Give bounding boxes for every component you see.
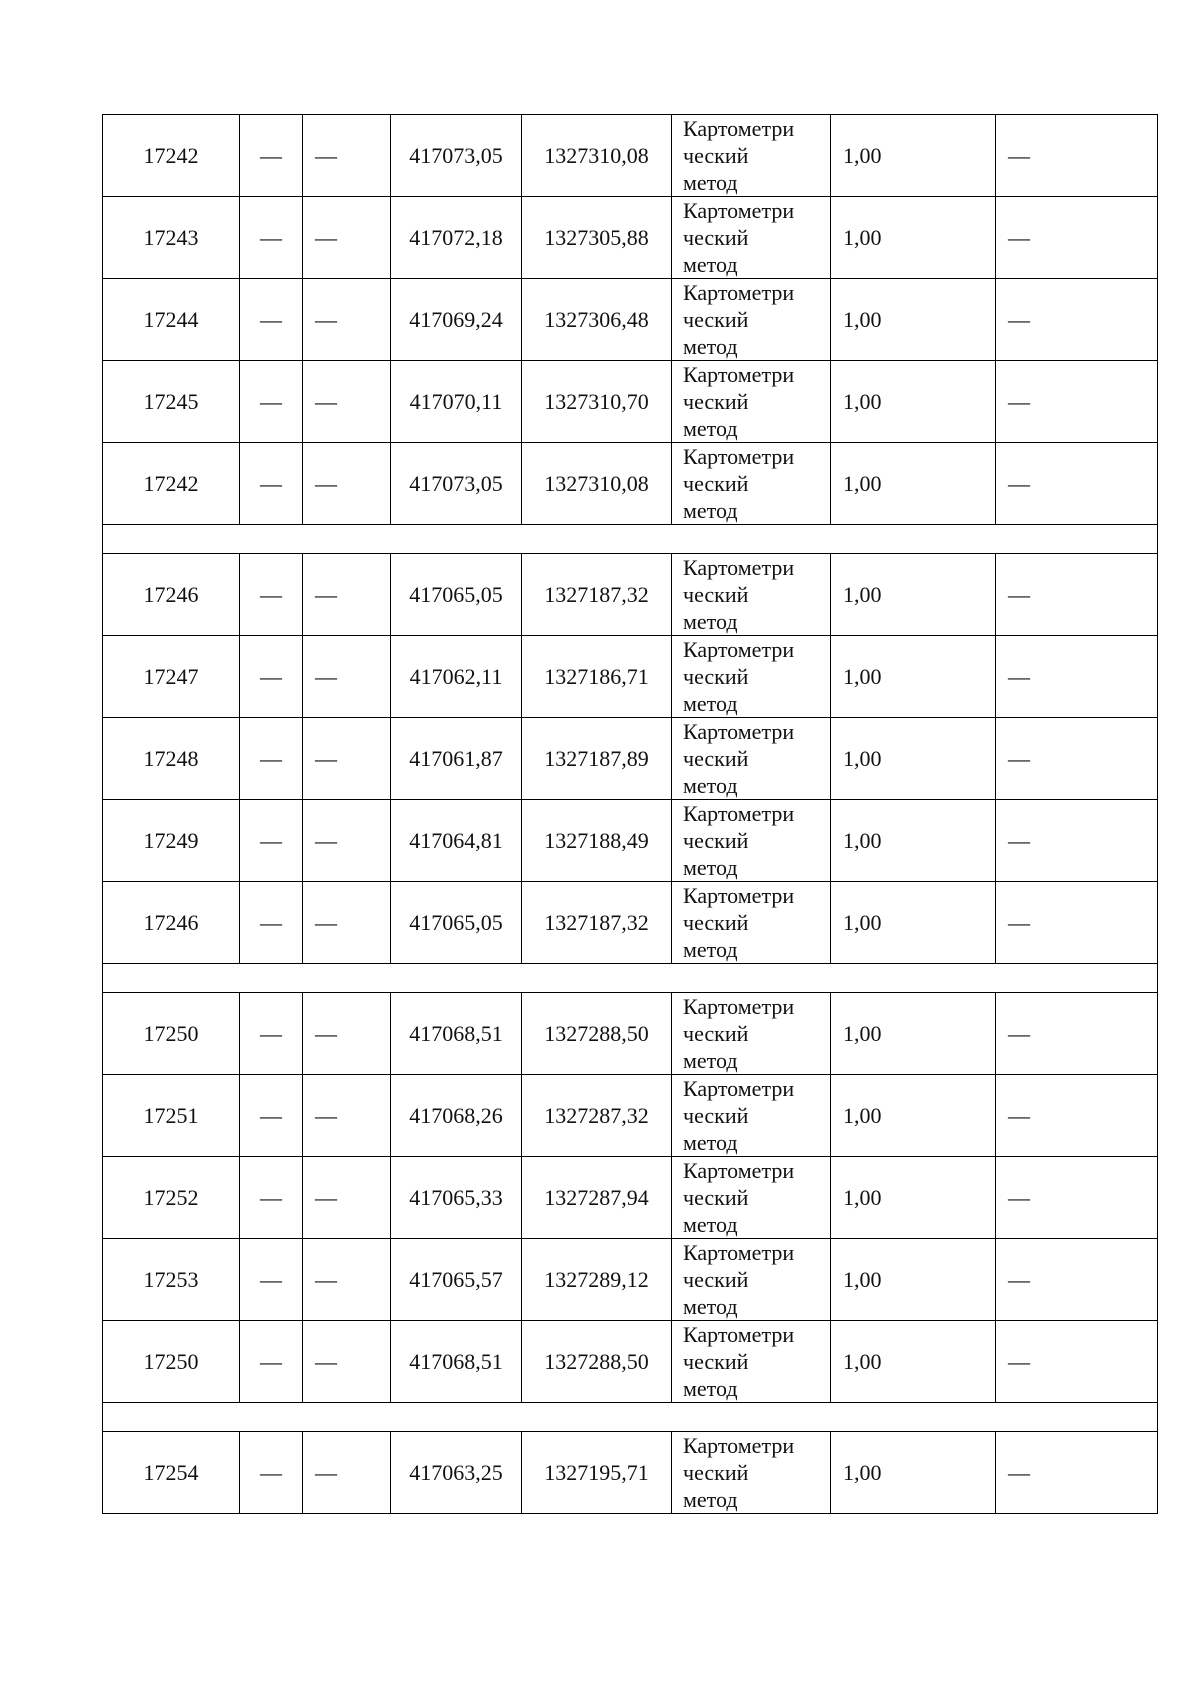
group-separator-row (103, 1403, 1158, 1432)
method-cell: Картометри ческий метод (672, 554, 831, 636)
accuracy-cell: 1,00 (831, 1432, 996, 1514)
empty-value-cell: — (303, 443, 391, 525)
table-body (103, 115, 1158, 1514)
empty-value-cell: — (303, 197, 391, 279)
note-cell: — (996, 115, 1158, 197)
empty-value-cell: — (303, 361, 391, 443)
table-row (103, 636, 1158, 718)
x-coordinate-cell: 417061,87 (391, 718, 522, 800)
y-coordinate-cell: 1327186,71 (522, 636, 672, 718)
y-coordinate-cell: 1327305,88 (522, 197, 672, 279)
accuracy-cell: 1,00 (831, 197, 996, 279)
table-row (103, 443, 1158, 525)
note-cell: — (996, 361, 1158, 443)
note-cell: — (996, 718, 1158, 800)
y-coordinate-cell: 1327287,32 (522, 1075, 672, 1157)
table-row (103, 1239, 1158, 1321)
note-cell: — (996, 636, 1158, 718)
empty-value-cell: — (240, 554, 303, 636)
method-cell: Картометри ческий метод (672, 197, 831, 279)
empty-value-cell: — (240, 443, 303, 525)
empty-value-cell: — (303, 1239, 391, 1321)
empty-value-cell: — (240, 1157, 303, 1239)
point-number-cell: 17242 (103, 443, 240, 525)
method-cell: Картометри ческий метод (672, 279, 831, 361)
table-row (103, 361, 1158, 443)
point-number-cell: 17254 (103, 1432, 240, 1514)
table-row (103, 1075, 1158, 1157)
method-cell: Картометри ческий метод (672, 800, 831, 882)
note-cell: — (996, 279, 1158, 361)
method-cell: Картометри ческий метод (672, 1075, 831, 1157)
empty-value-cell: — (303, 718, 391, 800)
accuracy-cell: 1,00 (831, 1075, 996, 1157)
x-coordinate-cell: 417073,05 (391, 115, 522, 197)
note-cell: — (996, 1239, 1158, 1321)
table-row (103, 1321, 1158, 1403)
empty-value-cell: — (240, 361, 303, 443)
accuracy-cell: 1,00 (831, 718, 996, 800)
note-cell: — (996, 800, 1158, 882)
table-row (103, 279, 1158, 361)
point-number-cell: 17248 (103, 718, 240, 800)
note-cell: — (996, 443, 1158, 525)
accuracy-cell: 1,00 (831, 279, 996, 361)
x-coordinate-cell: 417069,24 (391, 279, 522, 361)
empty-value-cell: — (303, 993, 391, 1075)
y-coordinate-cell: 1327310,70 (522, 361, 672, 443)
empty-value-cell: — (303, 800, 391, 882)
coordinates-table (102, 114, 1158, 1514)
empty-value-cell: — (303, 279, 391, 361)
note-cell: — (996, 197, 1158, 279)
method-cell: Картометри ческий метод (672, 1321, 831, 1403)
empty-value-cell: — (303, 1075, 391, 1157)
x-coordinate-cell: 417065,05 (391, 554, 522, 636)
point-number-cell: 17252 (103, 1157, 240, 1239)
note-cell: — (996, 1157, 1158, 1239)
method-cell: Картометри ческий метод (672, 718, 831, 800)
point-number-cell: 17243 (103, 197, 240, 279)
empty-value-cell: — (303, 1157, 391, 1239)
empty-value-cell: — (240, 882, 303, 964)
point-number-cell: 17247 (103, 636, 240, 718)
empty-value-cell: — (240, 1075, 303, 1157)
method-cell: Картометри ческий метод (672, 1432, 831, 1514)
point-number-cell: 17250 (103, 993, 240, 1075)
accuracy-cell: 1,00 (831, 636, 996, 718)
empty-value-cell: — (303, 882, 391, 964)
point-number-cell: 17246 (103, 882, 240, 964)
separator-cell (103, 1403, 1158, 1432)
y-coordinate-cell: 1327310,08 (522, 115, 672, 197)
x-coordinate-cell: 417065,05 (391, 882, 522, 964)
method-cell: Картометри ческий метод (672, 993, 831, 1075)
accuracy-cell: 1,00 (831, 1321, 996, 1403)
note-cell: — (996, 1075, 1158, 1157)
accuracy-cell: 1,00 (831, 800, 996, 882)
accuracy-cell: 1,00 (831, 1239, 996, 1321)
empty-value-cell: — (240, 718, 303, 800)
x-coordinate-cell: 417065,57 (391, 1239, 522, 1321)
table-row (103, 1432, 1158, 1514)
table-row (103, 800, 1158, 882)
x-coordinate-cell: 417065,33 (391, 1157, 522, 1239)
note-cell: — (996, 882, 1158, 964)
empty-value-cell: — (240, 279, 303, 361)
separator-cell (103, 964, 1158, 993)
empty-value-cell: — (240, 1239, 303, 1321)
y-coordinate-cell: 1327187,32 (522, 554, 672, 636)
x-coordinate-cell: 417064,81 (391, 800, 522, 882)
method-cell: Картометри ческий метод (672, 1239, 831, 1321)
empty-value-cell: — (240, 1321, 303, 1403)
point-number-cell: 17242 (103, 115, 240, 197)
empty-value-cell: — (303, 636, 391, 718)
point-number-cell: 17251 (103, 1075, 240, 1157)
empty-value-cell: — (240, 636, 303, 718)
accuracy-cell: 1,00 (831, 554, 996, 636)
point-number-cell: 17246 (103, 554, 240, 636)
x-coordinate-cell: 417068,51 (391, 993, 522, 1075)
table-row (103, 882, 1158, 964)
method-cell: Картометри ческий метод (672, 443, 831, 525)
empty-value-cell: — (303, 1432, 391, 1514)
group-separator-row (103, 964, 1158, 993)
table-row (103, 115, 1158, 197)
separator-cell (103, 525, 1158, 554)
y-coordinate-cell: 1327188,49 (522, 800, 672, 882)
x-coordinate-cell: 417063,25 (391, 1432, 522, 1514)
empty-value-cell: — (303, 115, 391, 197)
empty-value-cell: — (240, 993, 303, 1075)
note-cell: — (996, 554, 1158, 636)
table-row (103, 197, 1158, 279)
point-number-cell: 17244 (103, 279, 240, 361)
note-cell: — (996, 993, 1158, 1075)
y-coordinate-cell: 1327288,50 (522, 1321, 672, 1403)
y-coordinate-cell: 1327187,89 (522, 718, 672, 800)
method-cell: Картометри ческий метод (672, 882, 831, 964)
accuracy-cell: 1,00 (831, 443, 996, 525)
x-coordinate-cell: 417072,18 (391, 197, 522, 279)
y-coordinate-cell: 1327306,48 (522, 279, 672, 361)
group-separator-row (103, 525, 1158, 554)
point-number-cell: 17253 (103, 1239, 240, 1321)
point-number-cell: 17245 (103, 361, 240, 443)
point-number-cell: 17250 (103, 1321, 240, 1403)
y-coordinate-cell: 1327287,94 (522, 1157, 672, 1239)
table-row (103, 993, 1158, 1075)
empty-value-cell: — (303, 554, 391, 636)
method-cell: Картометри ческий метод (672, 1157, 831, 1239)
note-cell: — (996, 1321, 1158, 1403)
x-coordinate-cell: 417068,51 (391, 1321, 522, 1403)
accuracy-cell: 1,00 (831, 882, 996, 964)
x-coordinate-cell: 417068,26 (391, 1075, 522, 1157)
point-number-cell: 17249 (103, 800, 240, 882)
method-cell: Картометри ческий метод (672, 361, 831, 443)
empty-value-cell: — (240, 800, 303, 882)
table-row (103, 718, 1158, 800)
y-coordinate-cell: 1327289,12 (522, 1239, 672, 1321)
table-row (103, 1157, 1158, 1239)
method-cell: Картометри ческий метод (672, 115, 831, 197)
x-coordinate-cell: 417062,11 (391, 636, 522, 718)
empty-value-cell: — (240, 115, 303, 197)
x-coordinate-cell: 417073,05 (391, 443, 522, 525)
table-row (103, 554, 1158, 636)
y-coordinate-cell: 1327310,08 (522, 443, 672, 525)
y-coordinate-cell: 1327195,71 (522, 1432, 672, 1514)
y-coordinate-cell: 1327187,32 (522, 882, 672, 964)
accuracy-cell: 1,00 (831, 361, 996, 443)
note-cell: — (996, 1432, 1158, 1514)
method-cell: Картометри ческий метод (672, 636, 831, 718)
empty-value-cell: — (240, 197, 303, 279)
accuracy-cell: 1,00 (831, 1157, 996, 1239)
x-coordinate-cell: 417070,11 (391, 361, 522, 443)
empty-value-cell: — (240, 1432, 303, 1514)
accuracy-cell: 1,00 (831, 115, 996, 197)
empty-value-cell: — (303, 1321, 391, 1403)
accuracy-cell: 1,00 (831, 993, 996, 1075)
y-coordinate-cell: 1327288,50 (522, 993, 672, 1075)
